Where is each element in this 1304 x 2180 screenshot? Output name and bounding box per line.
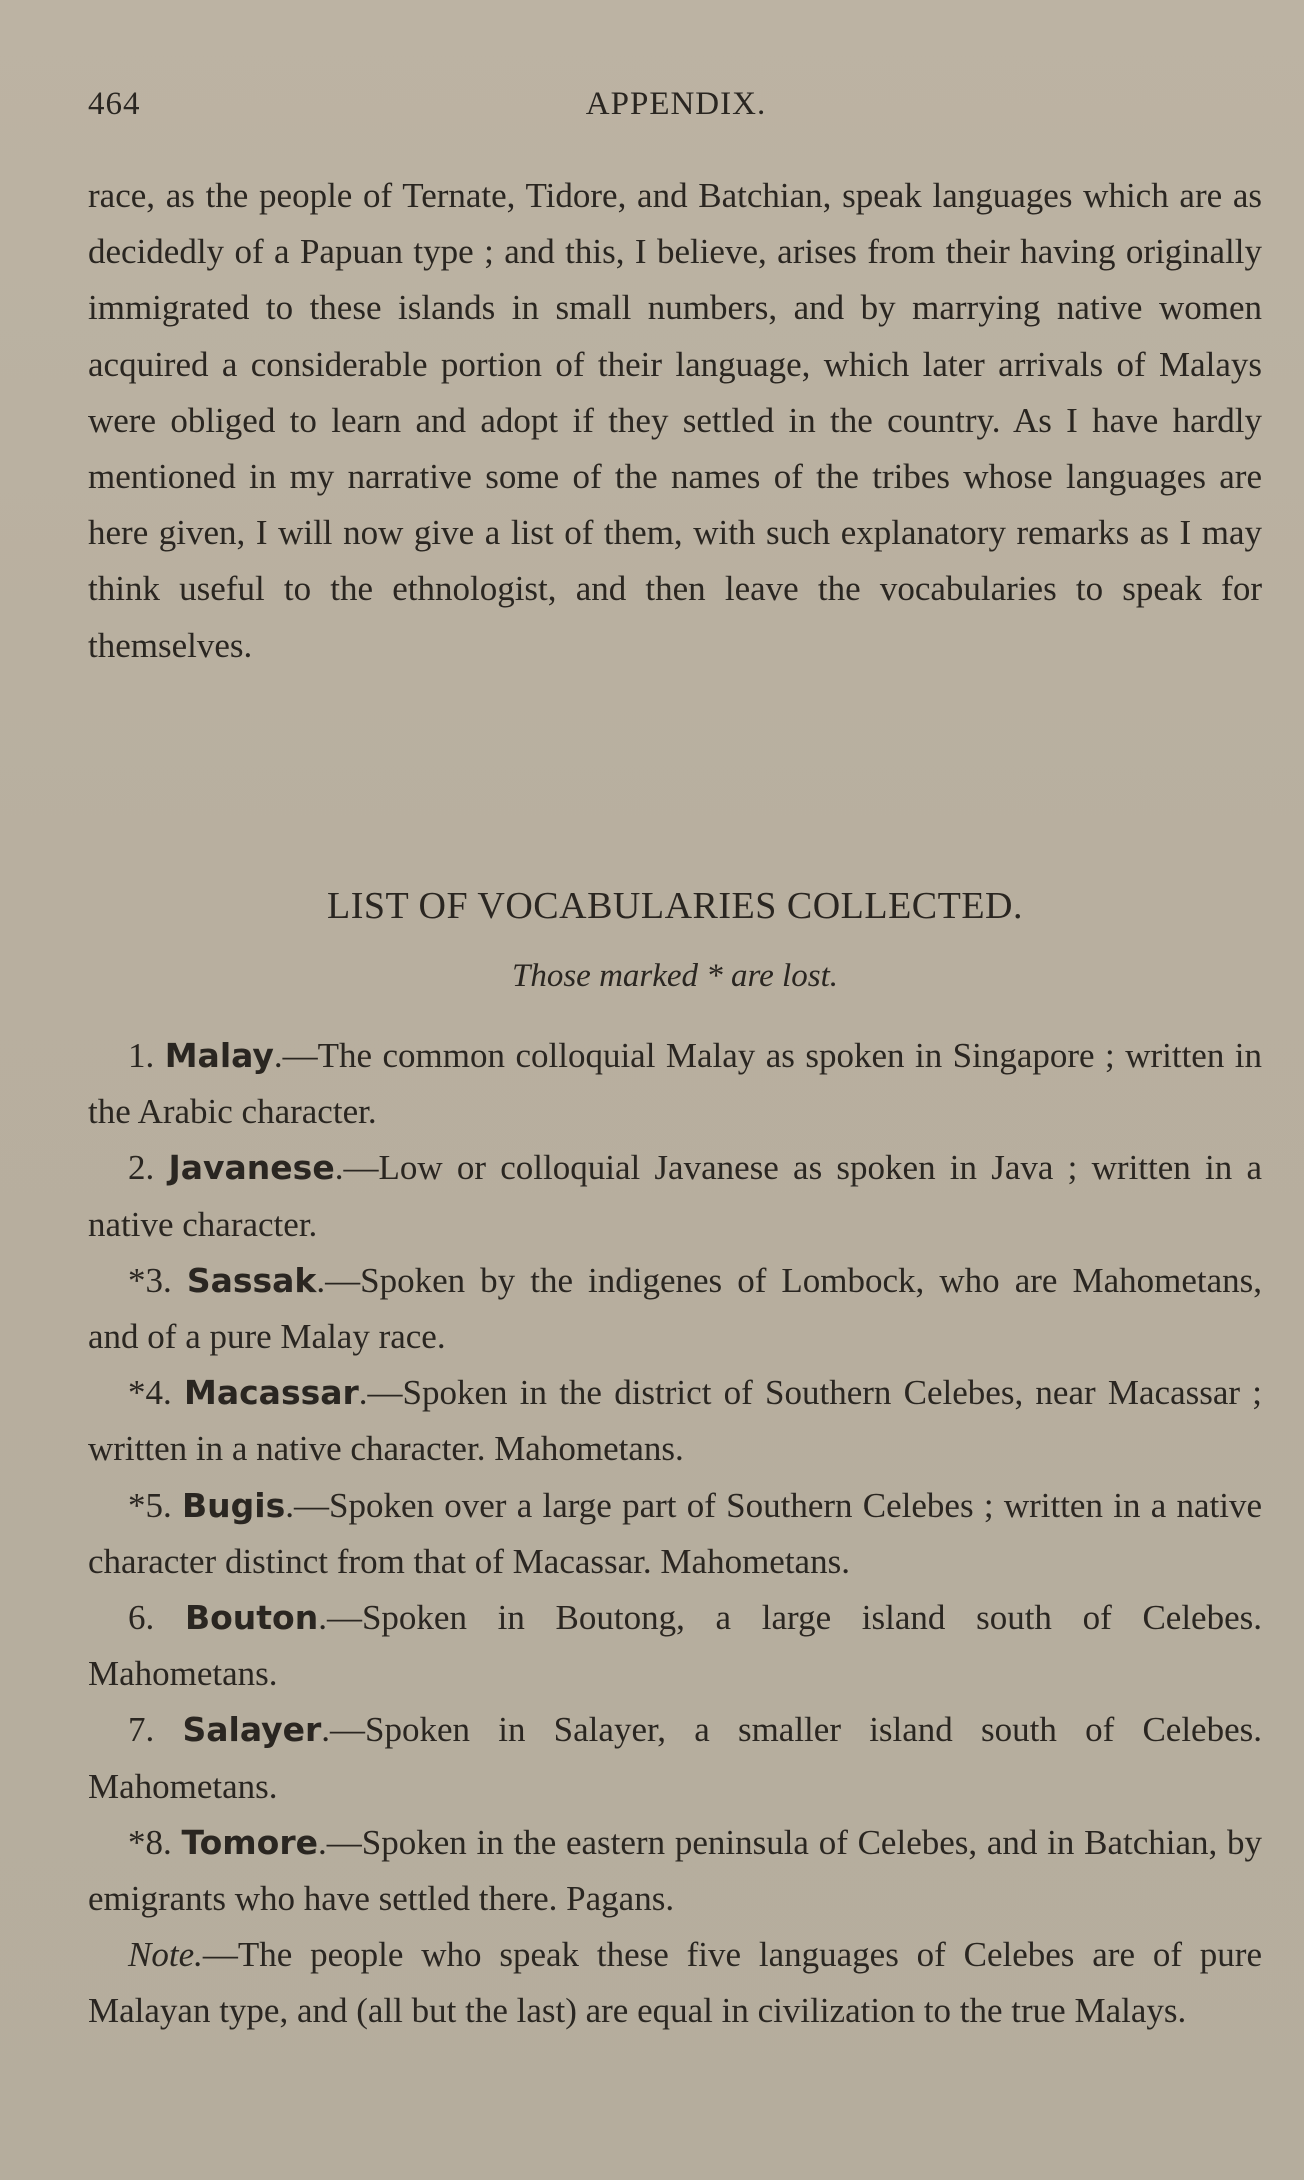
vocabulary-entry-javanese <box>88 1140 1262 1252</box>
note-label: Note. <box>128 1935 203 1975</box>
entry-text: .—Spoken in the eastern peninsula of Celebes, and in Batchian, by emigrants who have settled there. Pagans. <box>88 1822 1262 1919</box>
entry-text: .—Spoken by the indigenes of Lombock, who are Mahometans, and of a pure Malay race. <box>88 1260 1263 1357</box>
section-title: LIST OF VOCABULARIES COLLECTED. <box>326 885 1023 927</box>
entry-name: Bugis <box>182 1485 286 1525</box>
vocabulary-entry-salayer <box>88 1702 1262 1814</box>
entry-number: *3. <box>128 1260 172 1300</box>
entry-number: 7. <box>128 1710 155 1750</box>
entry-text: .—Spoken in the district of Southern Celebes, near Macassar ; written in a native character. Mahometans. <box>88 1373 1263 1469</box>
entry-number: *8. <box>128 1822 172 1862</box>
page-header <box>88 86 1264 130</box>
entry-name: Tomore <box>181 1822 319 1862</box>
entry-text: .—Spoken in Salayer, a smaller island south of Celebes. Mahometans. <box>88 1710 1263 1806</box>
entry-name: Salayer <box>182 1710 322 1750</box>
vocabulary-entry-macassar <box>88 1365 1262 1477</box>
section-subtitle: Those marked * are lost. <box>511 958 838 994</box>
vocabulary-entry-tomore <box>88 1815 1262 1927</box>
entry-number: 6. <box>128 1598 155 1638</box>
note-paragraph <box>88 1927 1262 2039</box>
entry-name: Javanese <box>168 1148 335 1188</box>
entry-name: Sassak <box>186 1260 317 1300</box>
entry-number: 2. <box>128 1148 155 1188</box>
page-number: 464 <box>88 86 141 122</box>
intro-paragraph: race, as the people of Ternate, Tidore, and Batchian, speak languages which are as decidedly of a Papuan type ; and this, I believe, arises from their having originally immigrated to these islands in small numbers, and by marrying native women acquired a considerable portion of their language, which later arrivals of Malays were obliged to learn and adopt if they settled in the country. As I have hardly mentioned in my narrative some of the names of the tribes whose languages are here given, I will now give a list of them, with such explanatory remarks as I may think useful to the ethnologist, and then leave the vocabularies to speak for themselves. <box>88 176 1262 665</box>
entry-name: Macassar <box>184 1373 359 1413</box>
vocabulary-entry-sassak <box>88 1253 1262 1365</box>
entry-number: *5. <box>128 1485 172 1525</box>
entry-text: .—Spoken over a large part of Southern Celebes ; written in a native character distinct from that of Macassar. Mahometans. <box>88 1485 1263 1581</box>
entry-number: *4. <box>128 1373 172 1413</box>
entry-text: .—Low or colloquial Javanese as spoken in Java ; written in a native character. <box>88 1148 1262 1244</box>
entry-text: .—Spoken in Boutong, a large island south of Celebes. Mahometans. <box>88 1598 1262 1694</box>
note-text: —The people who speak these five languages of Celebes are of pure Malayan type, and (all but the last) are equal in civilization to the true Malays. <box>88 1935 1262 2031</box>
vocabulary-entry-bugis <box>88 1478 1262 1590</box>
entry-number: 1. <box>128 1036 155 1075</box>
vocabulary-entry-malay <box>88 1028 1262 1140</box>
vocabulary-list <box>88 1028 1262 2040</box>
entry-text: .—The common colloquial Malay as spoken in Singapore ; written in the Arabic character. <box>88 1036 1263 1132</box>
entry-name: Malay <box>164 1036 274 1075</box>
vocabulary-entry-bouton <box>88 1590 1262 1702</box>
entry-name: Bouton <box>184 1598 319 1638</box>
running-head: APPENDIX. <box>585 86 767 122</box>
